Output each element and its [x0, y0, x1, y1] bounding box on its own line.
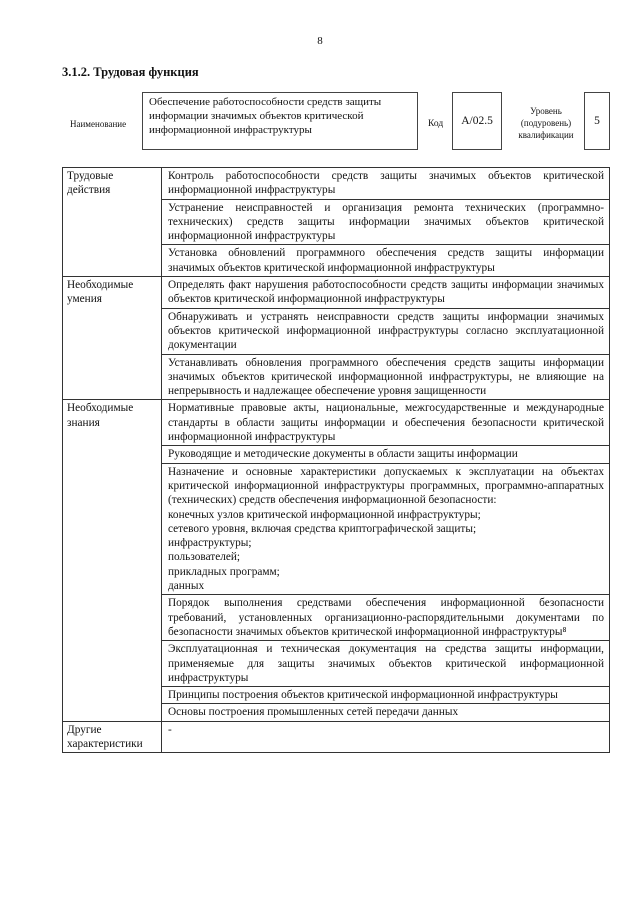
table-cell: Принципы построения объектов критической информационной инфраструктуры	[162, 687, 610, 704]
page-number: 8	[317, 35, 323, 47]
section-title: 3.1.2. Трудовая функция	[62, 65, 199, 79]
table-cell: Определять факт нарушения работоспособности средств защиты информации значимых объектов критической информационной инфраструктуры	[162, 277, 610, 309]
table-cell: Назначение и основные характеристики допускаемых к эксплуатации на объектах критической информационной инфраструктуры программных, программно-аппаратных (технических) средств обеспечения информационной безопасности: конечных узлов критической информационной инфраструктуры; сетевого уровня, включая средства криптографической защиты; инфраструктуры; пользователей; прикладных программ; данных	[162, 463, 610, 595]
table-cell: Обнаруживать и устранять неисправности средств защиты информации значимых объектов критической информационной инфраструктуры согласно эксплуатационной документации	[162, 308, 610, 354]
qualification-level: 5	[584, 92, 610, 150]
table-row	[63, 168, 610, 200]
group-title: Трудовые действия	[63, 168, 162, 277]
qualification-level-label: Уровень (подуровень) квалификации	[518, 106, 574, 140]
table-row	[63, 277, 610, 309]
table-cell: Нормативные правовые акты, национальные, межгосударственные и международные стандарты в области защиты информации и обеспечения безопасности критической информационной инфраструктуры	[162, 400, 610, 446]
table-cell: Устранение неисправностей и организация ремонта технических (программно-технических) средств защиты информации значимых объектов критической информационной инфраструктуры	[162, 199, 610, 245]
function-details-table	[62, 167, 610, 753]
table-cell: Контроль работоспособности средств защиты значимых объектов критической информационной инфраструктуры	[162, 168, 610, 200]
function-header	[62, 92, 610, 157]
name-label: Наименование	[70, 119, 127, 129]
table-cell: Эксплуатационная и техническая документация на средства защиты информации, применяемые для защиты значимых объектов критической информационной инфраструктуры	[162, 641, 610, 687]
table-cell: Руководящие и методические документы в области защиты информации	[162, 446, 610, 463]
group-title: Необходимые умения	[63, 277, 162, 400]
code-label: Код	[428, 119, 444, 129]
table-cell: Устанавливать обновления программного обеспечения средств защиты информации значимых объектов критической информационной инфраструктуры, не влияющие на непрерывность и надлежащее обеспечение уровня защищенности	[162, 354, 610, 400]
table-cell: Установка обновлений программного обеспечения средств защиты информации значимых объектов критической информационной инфраструктуры	[162, 245, 610, 277]
function-name: Обеспечение работоспособности средств защиты информации значимых объектов критической информационной инфраструктуры	[142, 92, 418, 150]
group-title: Другие характеристики	[63, 721, 162, 753]
group-title: Необходимые знания	[63, 400, 162, 721]
function-code: A/02.5	[452, 92, 502, 150]
table-row	[63, 721, 610, 753]
table-cell: Порядок выполнения средствами обеспечения информационной безопасности требований, установленных организационно-распорядительными документами по безопасности значимых объектов критической информационной инфраструктуры⁸	[162, 595, 610, 641]
table-cell: -	[162, 721, 610, 753]
table-cell: Основы построения промышленных сетей передачи данных	[162, 704, 610, 721]
table-row	[63, 400, 610, 446]
